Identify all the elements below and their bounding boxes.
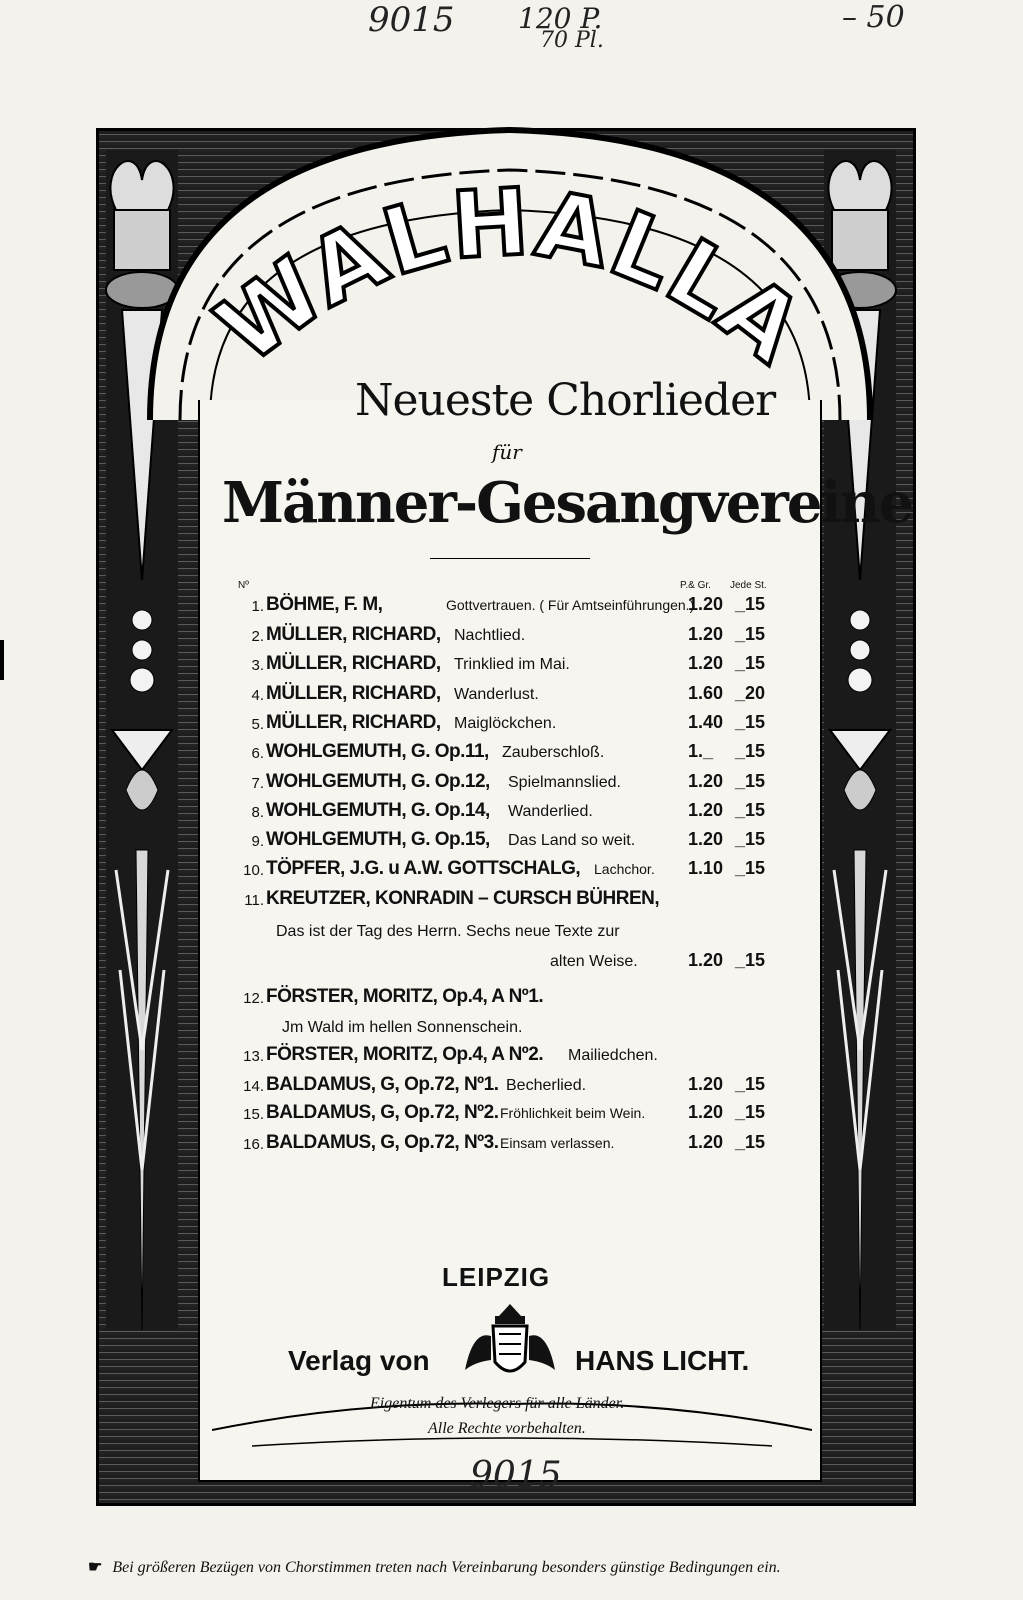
entry-composer: WOHLGEMUTH, G. Op.11, [266, 741, 489, 762]
entry-part-price: _15 [735, 1074, 766, 1094]
entry-price: 1.20 [688, 624, 724, 644]
list-item [238, 858, 798, 886]
footnote [88, 1557, 781, 1577]
entry-part-price: _20 [735, 683, 766, 703]
entry-composer: BALDAMUS, G, Op.72, Nº3. [266, 1132, 499, 1153]
subtitle: Neueste Chorlieder [355, 375, 776, 426]
entry-number: 12. [243, 990, 264, 1007]
main-title: Männer-Gesangvereine [222, 470, 913, 536]
entry-number: 7. [251, 775, 264, 792]
pointing-hand-icon: ☛ [88, 1559, 103, 1576]
entry-title: Mailiedchen. [568, 1047, 658, 1064]
entry-title: Gottvertrauen. ( Für Amtseinführungen.) [446, 597, 695, 613]
publisher-crest-emblem [455, 1300, 565, 1390]
entry-price: 1._ [688, 741, 714, 761]
list-item [238, 1044, 798, 1072]
entry-title: alten Weise. [550, 953, 638, 970]
entry-title: Zauberschloß. [502, 744, 605, 761]
list-item [238, 1132, 798, 1160]
entry-number: 2. [251, 628, 264, 645]
entry-part-price: _15 [735, 950, 766, 970]
list-item [238, 712, 798, 740]
entry-price: 1.20 [688, 594, 724, 614]
list-item [238, 829, 798, 857]
entry-number: 11. [244, 892, 264, 909]
entry-composer: TÖPFER, J.G. u A.W. GOTTSCHALG, [266, 858, 581, 879]
connector-text: für [492, 440, 522, 464]
entry-price: 1.20 [688, 653, 724, 673]
list-item [238, 741, 798, 769]
entry-composer: WOHLGEMUTH, G. Op.15, [266, 829, 490, 850]
list-item [238, 1102, 798, 1130]
series-title: WALHALLA [198, 168, 823, 385]
column-head-price: P.& Gr. [680, 580, 711, 591]
entry-number: 1. [251, 598, 264, 615]
handwritten-catalog-number: 9015 [470, 1455, 562, 1496]
list-item [238, 594, 798, 622]
list-item-continuation [238, 950, 798, 978]
entry-number: 4. [251, 687, 264, 704]
entry-price: 1.20 [688, 950, 724, 970]
entry-title: Jm Wald im hellen Sonnenschein. [282, 1019, 523, 1036]
entry-part-price: _15 [735, 712, 766, 732]
entry-title: Lachchor. [594, 861, 655, 877]
list-item-continuation [238, 920, 798, 948]
column-head-each: Jede St. [730, 580, 767, 591]
entry-number: 8. [251, 804, 264, 821]
entry-composer: WOHLGEMUTH, G. Op.14, [266, 800, 490, 821]
entry-price: 1.20 [688, 1074, 724, 1094]
entry-composer: MÜLLER, RICHARD, [266, 653, 441, 674]
handwritten-price-1: 120 P. [518, 2, 603, 35]
entry-part-price: _15 [735, 858, 766, 878]
list-item [238, 1074, 798, 1102]
entry-composer: WOHLGEMUTH, G. Op.12, [266, 771, 490, 792]
entry-price: 1.40 [688, 712, 724, 732]
entry-part-price: _15 [735, 594, 766, 614]
title-rule [430, 558, 590, 559]
list-item [238, 624, 798, 652]
entry-part-price: _15 [735, 653, 766, 673]
rights-line-1: Eigentum des Verlegers für alle Länder. [370, 1395, 625, 1412]
list-item [238, 771, 798, 799]
list-item [238, 653, 798, 681]
list-item [238, 800, 798, 828]
entry-price: 1.20 [688, 829, 724, 849]
entry-composer: MÜLLER, RICHARD, [266, 624, 441, 645]
entry-composer: MÜLLER, RICHARD, [266, 712, 441, 733]
entry-title: Wanderlust. [454, 686, 539, 703]
entry-price: 1.20 [688, 800, 724, 820]
entry-price: 1.20 [688, 1132, 724, 1152]
entry-number: 16. [243, 1136, 264, 1153]
entry-title: Wanderlied. [508, 803, 593, 820]
entry-number: 9. [251, 833, 264, 850]
entry-title: Becherlied. [506, 1077, 587, 1094]
entry-price: 1.60 [688, 683, 724, 703]
entry-title: Fröhlichkeit beim Wein. [500, 1105, 646, 1121]
footnote-text: Bei größeren Bezügen von Chorstimmen treten nach Vereinbarung besonders günstige Bedingungen ein. [112, 1559, 781, 1576]
rights-line-2: Alle Rechte vorbehalten. [428, 1420, 586, 1437]
entry-title: Das ist der Tag des Herrn. Sechs neue Texte zur [276, 923, 620, 940]
imprint-publisher: HANS LICHT. [575, 1345, 750, 1376]
entry-number: 6. [251, 745, 264, 762]
entry-composer: FÖRSTER, MORITZ, Op.4, A Nº2. [266, 1044, 544, 1065]
entry-part-price: _15 [735, 741, 766, 761]
entry-title: Einsam verlassen. [500, 1135, 615, 1151]
entry-number: 14. [243, 1078, 264, 1095]
entry-price: 1.10 [688, 858, 724, 878]
handwritten-number-top-left: 9015 [368, 0, 455, 40]
entry-part-price: _15 [735, 1132, 766, 1152]
handwritten-mark-top-right: – 50 [842, 0, 905, 35]
entry-title: Trinklied im Mai. [454, 656, 570, 673]
page-edge-mark [0, 640, 4, 680]
entry-composer: BALDAMUS, G, Op.72, Nº1. [266, 1074, 499, 1095]
entry-number: 3. [251, 657, 264, 674]
svg-text:WALHALLA [198, 168, 823, 384]
entry-title: Maiglöckchen. [454, 715, 557, 732]
imprint-place: LEIPZIG [442, 1262, 551, 1292]
entry-composer: BALDAMUS, G, Op.72, Nº2. [266, 1102, 499, 1123]
entry-composer: KREUTZER, KONRADIN – CURSCH BÜHREN, [266, 888, 660, 909]
entry-number: 10. [243, 862, 264, 879]
entry-number: 5. [251, 716, 264, 733]
list-item [238, 888, 798, 916]
entry-title: Nachtlied. [454, 627, 526, 644]
entry-title: Das Land so weit. [508, 832, 636, 849]
entry-part-price: _15 [735, 771, 766, 791]
entry-composer: MÜLLER, RICHARD, [266, 683, 441, 704]
entry-part-price: _15 [735, 829, 766, 849]
entry-part-price: _15 [735, 624, 766, 644]
list-item-continuation [238, 1016, 798, 1044]
entry-price: 1.20 [688, 1102, 724, 1122]
entry-title: Spielmannslied. [508, 774, 621, 791]
entry-part-price: _15 [735, 800, 766, 820]
handwritten-price-2: 70 Pl. [540, 28, 604, 53]
entry-price: 1.20 [688, 771, 724, 791]
entry-number: 13. [243, 1048, 264, 1065]
entry-composer: FÖRSTER, MORITZ, Op.4, A Nº1. [266, 986, 544, 1007]
column-head-number: Nº [238, 580, 249, 591]
imprint-verlag-label: Verlag von [288, 1345, 430, 1376]
list-item [238, 683, 798, 711]
entry-composer: BÖHME, F. M, [266, 594, 383, 615]
entry-part-price: _15 [735, 1102, 766, 1122]
entry-number: 15. [243, 1106, 264, 1123]
list-item [238, 986, 798, 1014]
